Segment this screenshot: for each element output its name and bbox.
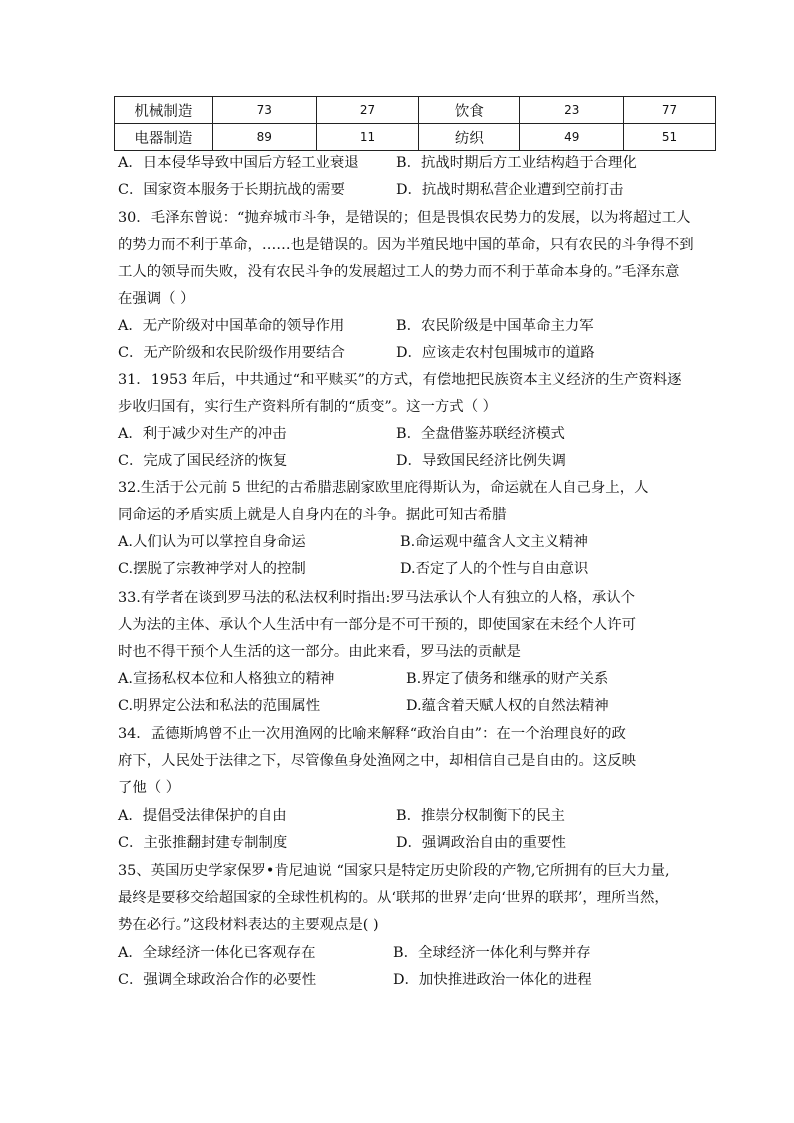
q34-option-d: D．强调政治自由的重要性 [396, 835, 566, 851]
q33-option-b: B.界定了债务和继承的财产关系 [406, 671, 609, 687]
q31-stem-line: 步收归国有，实行生产资料所有制的“质变”。这一方式（ ） [118, 399, 498, 415]
q30-stem-line: 在强调（ ） [118, 291, 195, 307]
q30-option-d: D．应该走农村包围城市的道路 [396, 345, 595, 361]
table-cell: 77 [624, 97, 716, 124]
q30-option-b: B．农民阶级是中国革命主力军 [396, 318, 594, 334]
table-cell: 饮食 [419, 97, 520, 124]
q29-option-a: A．日本侵华导致中国后方轻工业衰退 [118, 155, 359, 171]
q34-stem-line: 34．孟德斯鸠曾不止一次用渔网的比喻来解释“政治自由”：在一个治理良好的政 [118, 726, 626, 742]
q31-option-d: D．导致国民经济比例失调 [396, 453, 566, 469]
table-cell: 51 [624, 124, 716, 151]
q30-option-a: A．无产阶级对中国革命的领导作用 [118, 318, 345, 334]
q35-option-b: B．全球经济一体化利与弊并存 [393, 945, 591, 961]
q31-stem-line: 31．1953 年后，中共通过“和平赎买”的方式，有偿地把民族资本主义经济的生产资料逐 [118, 372, 682, 388]
q32-option-b: B.命运观中蕴含人文主义精神 [400, 534, 588, 550]
industry-data-table [114, 96, 716, 151]
q32-option-c: C.摆脱了宗教神学对人的控制 [118, 561, 306, 577]
q31-option-b: B．全盘借鉴苏联经济模式 [396, 426, 565, 442]
q32-stem-line: 32.生活于公元前 5 世纪的古希腊悲剧家欧里庇得斯认为，命运就在人自己身上，人 [118, 480, 649, 496]
q35-stem-line: 35、英国历史学家保罗•肯尼迪说 “国家只是特定历史阶段的产物,它所拥有的巨大力量, [118, 863, 670, 879]
q34-option-b: B．推崇分权制衡下的民主 [396, 808, 565, 824]
q30-stem-line: 30．毛泽东曾说：“抛弃城市斗争，是错误的；但是畏惧农民势力的发展，以为将超过工人 [118, 210, 691, 226]
q35-option-c: C．强调全球政治合作的必要性 [118, 972, 317, 988]
q30-stem-line: 工人的领导而失败，没有农民斗争的发展超过工人的势力而不利于革命本身的。”毛泽东意 [118, 264, 680, 280]
table-cell: 纺织 [419, 124, 520, 151]
q29-option-d: D．抗战时期私营企业遭到空前打击 [396, 182, 624, 198]
q32-stem-line: 同命运的矛盾实质上就是人自身内在的斗争。据此可知古希腊 [118, 507, 507, 523]
q30-option-c: C．无产阶级和农民阶级作用要结合 [118, 345, 345, 361]
table-cell: 机械制造 [115, 97, 213, 124]
q32-option-a: A.人们认为可以掌控自身命运 [118, 534, 306, 550]
table-cell: 11 [316, 124, 419, 151]
q33-option-c: C.明界定公法和私法的范围属性 [118, 698, 321, 714]
table-cell: 27 [316, 97, 419, 124]
q29-option-c: C．国家资本服务于长期抗战的需要 [118, 182, 345, 198]
table-row [115, 97, 716, 124]
q34-stem-line: 府下，人民处于法律之下，尽管像鱼身处渔网之中，却相信自己是自由的。这反映 [118, 753, 637, 769]
q33-option-d: D.蕴含着天赋人权的自然法精神 [406, 698, 609, 714]
q30-stem-line: 的势力而不利于革命，……也是错误的。因为半殖民地中国的革命，只有农民的斗争得不到 [118, 237, 694, 253]
q33-stem-line: 时也不得干预个人生活的这一部分。由此来看，罗马法的贡献是 [118, 644, 521, 660]
q34-stem-line: 了他（ ） [118, 780, 181, 796]
q32-option-d: D.否定了人的个性与自由意识 [400, 561, 589, 577]
q35-option-a: A．全球经济一体化已客观存在 [118, 945, 316, 961]
table-cell: 23 [520, 97, 624, 124]
table-row [115, 124, 716, 151]
q31-option-c: C．完成了国民经济的恢复 [118, 453, 288, 469]
q29-option-b: B．抗战时期后方工业结构趋于合理化 [396, 155, 637, 171]
q35-option-d: D．加快推进政治一体化的进程 [393, 972, 592, 988]
q33-stem-line: 33.有学者在谈到罗马法的私法权利时指出:罗马法承认个人有独立的人格，承认个 [118, 590, 636, 606]
q33-option-a: A.宣扬私权本位和人格独立的精神 [118, 671, 335, 687]
q34-option-c: C．主张推翻封建专制制度 [118, 835, 288, 851]
q35-stem-line: 势在必行。”这段材料表达的主要观点是( ) [118, 917, 379, 933]
q31-option-a: A．利于减少对生产的冲击 [118, 426, 287, 442]
table-cell: 73 [212, 97, 316, 124]
table-cell: 89 [212, 124, 316, 151]
q33-stem-line: 人为法的主体、承认个人生活中有一部分是不可干预的，即使国家在未经个人许可 [118, 617, 637, 633]
table-cell: 电器制造 [115, 124, 213, 151]
q35-stem-line: 最终是要移交给超国家的全球性机构的。从‘联邦的世界’走向‘世界的联邦’，理所当然， [118, 890, 669, 906]
table-cell: 49 [520, 124, 624, 151]
q34-option-a: A．提倡受法律保护的自由 [118, 808, 287, 824]
